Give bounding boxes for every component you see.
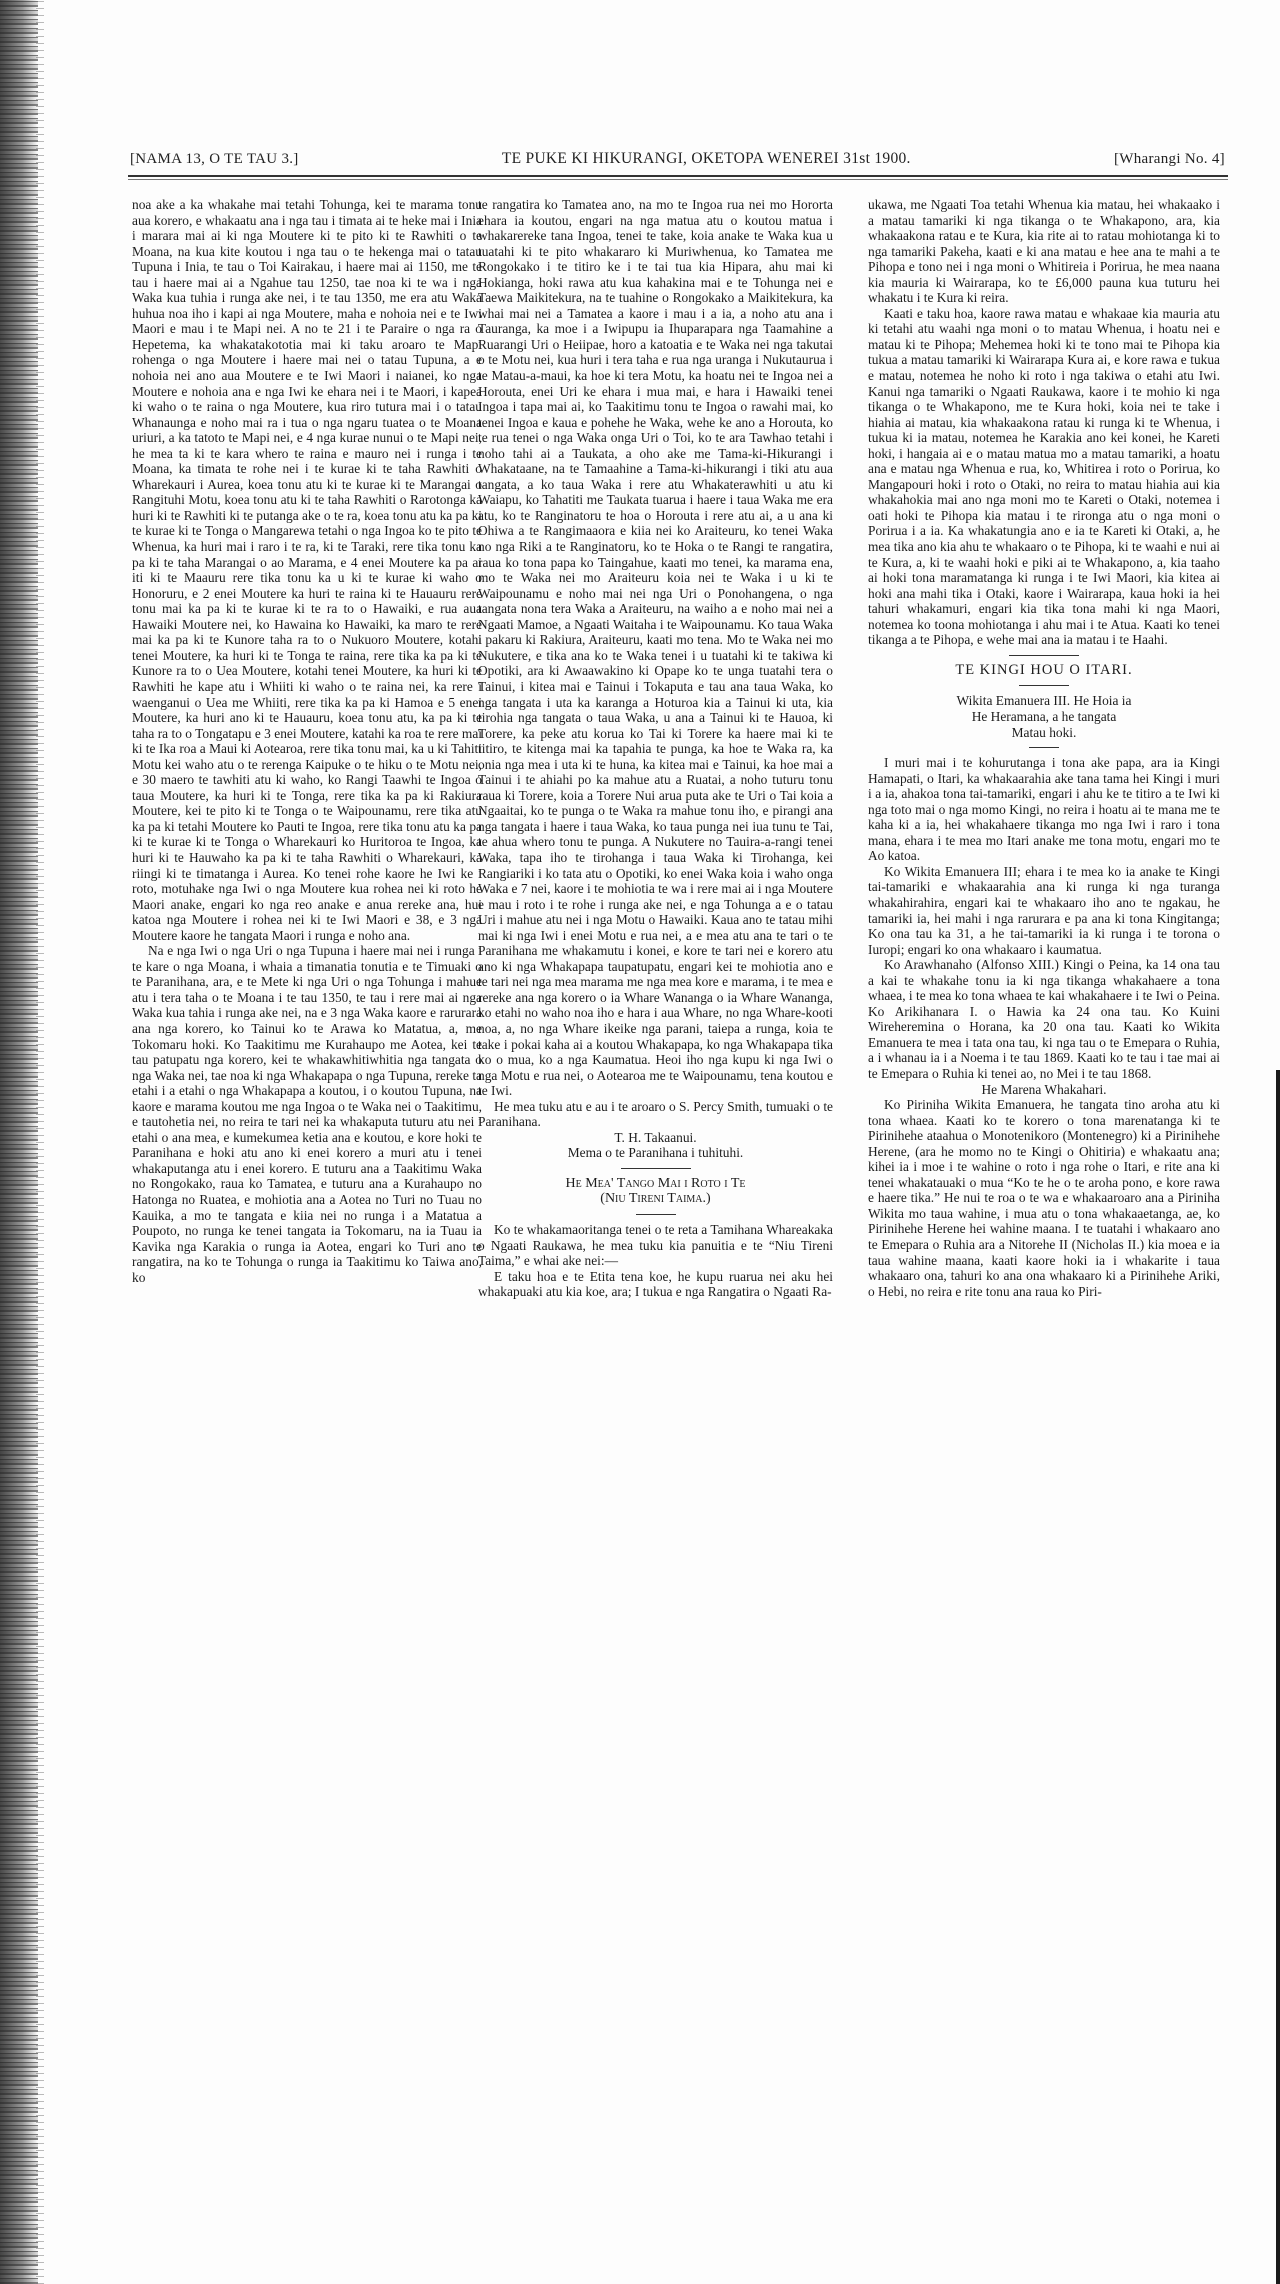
paragraph: E taku hoa e te Etita tena koe, he kupu ruarua nei aku hei whakapuaki atu kia koe, ara; I tukua e nga Rangatira o Ngaati Ra- (478, 1268, 833, 1300)
section-divider (636, 1214, 676, 1215)
paragraph: Ko Wikita Emanuera III; ehara i te mea ko ia anake te Kingi tai-tamariki e whakaarahia ana ki runga ki nga turanga whakahirahira, engari kai te whakaaro iho ano te ngakau, he tamariki ia, hei mahi i nga rarurara e pa ana ki tona Kingitanga; Ko ona tau ka 31, a he tai-tamariki ia ki runga i te torona o Iuropi; engari ko ona whakaaro i kaumatua. (868, 863, 1220, 957)
issue-number: [NAMA 13, O TE TAU 3.] (130, 151, 299, 167)
paragraph: He mea tuku atu e au i te aroaro o S. Percy Smith, tumuaki o te Paranihana. (478, 1098, 833, 1130)
article-subtitle: Wikita Emanuera III. He Hoia ia (956, 693, 1132, 709)
column-2 (478, 197, 833, 1300)
page-number: [Wharangi No. 4] (1113, 151, 1225, 167)
header-rule-thin (128, 179, 1228, 180)
scan-binding-noise (36, 0, 44, 2284)
section-divider (1029, 747, 1059, 748)
section-divider (1009, 655, 1079, 656)
newspaper-title-date: TE PUKE KI HIKURANGI, OKETOPA WENEREI 31st 1900. (501, 150, 911, 167)
page-header (130, 150, 1225, 174)
article-title: TE KINGI HOU O ITARI. (955, 661, 1133, 678)
article-subheading: He Marena Whakahari. (981, 1081, 1107, 1097)
header-rule (128, 175, 1228, 177)
paragraph: I muri mai i te kohurutanga i tona ake papa, ara ia Kingi Hamapati, o Itari, ka whakaarahia ake tana tama hei Kingi i muri i a ia, ahakoa tona tai-tamariki, engari i ahu ke te titiro a te Iwi ki nga toto mai o nga momo Kingi, no reira i hoatu ai te mana me te kaha ki a ia, hei whakahaere tikanga mo nga Iwi i raro i tona mana, ehara i te mea mo Itari anake me tona motu, engari mo te Ao katoa. (868, 755, 1220, 864)
column-3 (868, 197, 1220, 1299)
scan-right-edge (1276, 1070, 1280, 2284)
paragraph: Na e nga Iwi o nga Uri o nga Tupuna i haere mai nei i runga i te kare o nga Moana, i whaia a timanatia tonutia e te Timuaki o te Paranihana, ara, e te Mete ki nga Uri o nga Tohunga i mahue atu i tera taha o te Moana i te tau 1350, te tau i rere mai ai nga Waka kua tahia i runga ake nei, na e 3 nga Waka kaore e rarurara ana nga korero, ko Tainui ko te Arawa ko Matatua, a, me Tokomaru hoki. Ko Taakitimu me Kurahaupo me Aotea, kei te tau patupatu nga korero, kei te whakawhitiwhitia nga tangata o nga Waka nei, tae noa ki nga Whakapapa o nga Tupuna, rereke ta etahi i a etahi o nga Whakapapa a koutou, i o koutou Tupuna, na kaore e marama koutou me nga Ingoa o te Waka nei o Taakitimu, e tautohetia nei, no reira te tari nei ka whakaputa tuturu atu nei i etahi o ana mea, e kumekumea ketia ana e koutou, e kore hoki te Paranihana e hoki atu ano ki enei korero a muri atu i tenei whakaputanga atu i enei korero. E tuturu ana a Taakitimu Waka no Rongokako, raua ko Tamatea, e tuturu ana a Kurahaupo no Hatonga no Ruatea, e mohiotia ana a Aotea no Turi no Tuau no Kauika, a mo te tangata e kiia nei no runga i a Matatua a Poupoto, no runga ke tenei tangata ia Tokomaru, na ia Tuau ia Kavika nga Karakia o runga ia Aotea, engari ko Turi ano te rangatira, na ko te Tohunga o runga ia Taakitimu ko Taiwa ano, ko (132, 943, 482, 1285)
article-subtitle: Matau hoki. (1011, 724, 1077, 740)
section-heading-source: (Niu Tireni Taima.) (600, 1191, 711, 1207)
paragraph: noa ake a ka whakahe mai tetahi Tohunga, kei te marama tonu aua korero, e whakaatu ana i nga tau i timata ai te heke mai i Inia i marara mai ai ki nga Moutere ki te pito ki te Rawhiti o te Moana, na kua kite koutou i nga tau o te hekenga mai o tatau Tupuna i Inia, te tau o Toi Kairakau, i haere mai ai 1150, me te tau i haere mai ai a Ngahue tau 1250, tae noa ki te wa i nga Waka kua tuhia i runga ake nei, i te tau 1350, me era atu Waka huhua noa iho i kapi ai nga Moutere, maha e nohoia nei e te Iwi Maori e mau i te Mapi nei. A no te 21 i te Paraire o nga ra o Hepetema, ka whakatakototia mai ki taku aroaro te Mapi rohenga o nga Moutere i haere mai nei o tatau Tupuna, a e nohoia nei ano aua Moutere e te Iwi Maori i naianei, ko nga Moutere e nohoia ana e nga Iwi ke ehara nei i te Maori, i kapea ki waho o te raina o nga Moutere, kua riro tutura mai i o tatau Whanaunga e noho mai ra i tua o nga ngaru tuatea o te Moana uriuri, a ka tatoto te Mapi nei, e 4 nga kurae nunui o te Mapi nei, he mea ta ki te kara whero te raina e mauro nei i runga i te Moana, ka timata te rohe nei i te kurae ki te taha Rawhiti o Wharekauri i Aurea, koea tonu atu ki te kurae ki te Marangai o Rangituhi Motu, koea tonu atu ki te taha Rawhiti o Rarotonga ka huri ki te Rawhiti ki te putanga ake o te ra, koea tonu atu ka pa ki te kurae ki te Tonga o Mangarewa tetahi o nga Ingoa ko te pito te Whenua, ka huri mai i raro i te ra, ki te Taraki, rere tika tonu ka pa ki te taha Marangai o ao Marama, e 4 enei Moutere ka pa ai iti ki te Maauru rere tika tonu ka u ki te kurae ki waho o Honoruru, e 2 enei Moutere ka huri te raina ki te Hauauru rere tonu mai ka pa ki te kurae ki te ra to o Hawaiki, e rua aua Hawaiki Moutere nei, ko Hawaina ko Hawaiki, ka maro te rere mai ka pa ki te Kunore taha ra to o Nukuoro Moutere, kotahi tenei Moutere, ka huri ki te Tonga te raina, rere tika ka pa ki te Kunore ra to o Uea Moutere, kotahi tenei Moutere, ka huri ki te Rawhiti he kape atu i Whiiti ki waho o te raina nei, ka rere i waenganui o Uea me Whiiti, rere tika ka pa ki Hamoa e 5 enei Moutere, ka huri ano ki te Hauauru, koea tonu atu, ka pa ki te taha ra to o Tongatapu e 3 enei Moutere, katahi ka roa te rere mai ki te Ika roa a Maui ki Aotearoa, rere tika tonu mai, ka u ki Tahiti Motu kei waho atu o te rerenga Kaipuke o te hiku o te Motu nei, e 30 maero te tawhiti atu ki waho, ko Rangi Taawhi te Ingoa o taua Moutere, ka huri ki te Tonga, rere tika ka pa ki Rakiura Moutere, kei te pito ki te Tonga o te Waipounamu, rere tika atu ka pa ki tetahi Moutere ko Pauti te Ingoa, rere tika tonu atu ka pa ki te kurae ki te Tonga o Wharekauri ko Huritoroa te Ingoa, ka huri ki te Hauwaho ka pa ki te taha Rawhiti o Wharekauri, ka riingi ki te timatanga i Aurea. Ko tenei rohe kaore he Iwi ke i roto, motuhake nga Iwi o nga Moutere kua rohea nei ki roto he Maori anake, engari ko nga reo anake e anua rereke ana, hui katoa nga Moutere i rohea nei ki te Iwi Maori e 38, e 3 nga Moutere kaore he tangata Maori i runga e noho ana. (132, 197, 482, 943)
paragraph: Ko Arawhanaho (Alfonso XIII.) Kingi o Peina, ka 14 ona tau a kai te whakahe tonu ia ki nga tikanga whakahaere a tona whaea, i te mea ko tona whaea te kai whakahaere i te Iwi o Peina. Ko Arikihanara I. o Hawia ka 24 ona tau. Ko Kuini Wireheremina o Horana, ka 20 ona tau. Kaati ko Wikita Emanuera te mea i tata ona tau, ki nga tau o te Emepara o Ruhia, a i whanau ia i a Noema i te tau 1869. Kaati ko te tau i tae mai ai te Emepara o Ruhia ki tenei ao, no Mei i te tau 1868. (868, 957, 1220, 1081)
paragraph: Ko te whakamaoritanga tenei o te reta a Tamihana Whareakaka o Ngaati Raukawa, he mea tuku kia panuitia e te “Niu Tireni Taima,” e whai ake nei:— (478, 1222, 833, 1269)
scan-binding-edge (0, 0, 38, 2284)
article-subtitle: He Heramana, a he tangata (971, 708, 1117, 724)
section-divider (621, 1168, 691, 1169)
column-1 (132, 197, 482, 1285)
section-divider (1019, 685, 1069, 686)
signature-role: Mema o te Paranihana i tuhituhi. (567, 1145, 744, 1161)
paragraph: Ko Piriniha Wikita Emanuera, he tangata tino aroha atu ki tona whaea. Kaati ko te korero o tona marenatanga ki te Pirinihehe ataahua o Monotenikoro (Montenegro) ki a Pirinihehe Herene, (ara he momo no te Kingi o Ohitiria) e whakaatu ana; kihei ia i moe i te wahine o roto i nga rohe o Itari, e rite ana ki tenei whakatauaki o mua “Ko te he o te aroha pono, e kore rawa e haere tika.” He nui te roa o te wa e whakaaroaro ana a Piriniha Wikita mo taua wahine, i mua atu o tona whakaaetanga, ae, ko Pirinihehe Herene hei wahine maana. I te tuatahi i whakaaro ano te Emepara o Ruhia ara a Nitorehe II (Nicholas II.) kia moea e ia taua wahine maana, kaati kaore hoki ia i whakarite i taua whakaaro ona, tahuri ko ana ona whakaaro ki a Pirinihehe Ariki, o Hebi, no reira e rite tonu ana raua ko Piri- (868, 1097, 1220, 1299)
paragraph: ukawa, me Ngaati Toa tetahi Whenua kia matau, hei whakaako i a matau tamariki ki nga tikanga o te Whakapono, ara, kia whakaakona ratau e te Kura, kia rite ai to ratau mohiotanga ki to nga tamariki Pakeha, kaati e ki ana matau e hee ana te mahi a te Pihopa e tono nei i nga moni o Whitireia i Porirua, he mea naana kia mauria ki Wairarapa, ko te £6,000 pauna kua tuturu hei whakatu i te Kura ki reira. (868, 197, 1220, 306)
paragraph: te rangatira ko Tamatea ano, na mo te Ingoa rua nei mo Hororta ehara ia koutou, engari na nga matua atu o koutou matua i whakarereke tana Ingoa, tenei te take, koia anake te Waka kua u tuatahi ki te pito whakararo ki Muriwhenua, ko Tamatea me Rongokako i te titiro ke i te tai tua kia Hipara, ahu mai ki Hokianga, hoki rawa atu kua kahakina mai e te Tohunga nei e Taewa Maikitekura, na te tuahine o Rongokako a Maikitekura, ka whai mai nei a Tamatea a kaore i mau i a ia, a noho atu ana i Tauranga, ka moe i a Iwipupu ia Ihuparapara nga Taamahine a Ruarangi Uri o Heiipae, horo a katoatia e te Waka nei nga takutai o te Motu nei, kua huri i tera taha e rua nga uranga i Nukutaurua i te Matau-a-maui, ka hoe ki tera Motu, ka hoatu nei te Ingoa nei a Horouta, enei Uri ke ehara i mua mai, e hara i Hawaiki tenei Ingoa i tapa mai ai, ko Taakitimu tonu te Ingoa o rawahi mai, ko tenei Ingoa e kaua e pohehe he Waka, wehe ke ano a Horouta, ko te rua tenei o nga Waka onga Uri o Toi, ko te ara Tawhao tetahi i noho tahi ai a Taukata, a oho ake me Tama-ki-Hikurangi i Whakataane, na te Tamaahine a Tama-ki-hikurangi i tiki atu aua tangata, a ko taua Waka i rere atu Whakaterawhiti u atu ki Waiapu, ko Tahatiti me Taukata tuarua i haere i taua Waka me era atu, ko te Ranginatoru te hoa o Horouta i rere atu ai, a u ana ki Ohiwa a te Rangimaaora e kiia nei ko Araiteuru, ko tenei Waka no nga Riki a te Ranginatoru, ko te Hoka o te Rangi te rangatira, raua ko tona papa ko Taingahue, kaati mo tenei, ka marama ena, mo te Waka nei mo Araiteuru koia nei te Waka i u ki te Waipounamu e noho mai nei nga Uri o Ponohangena, o nga tangata nona tera Waka a Araiteuru, na waiho a e noho mai nei a Ngaati Mamoe, a Ngaati Waitaha i te Waipounamu. Ko taua Waka i pakaru ki Rakiura, Araiteuru, kaati mo tena. Mo te Waka nei mo Nukutere, e tika ana ko te Waka tenei i u tuatahi ki te takiwa ki Opotiki, ara ki Awaawakino ki Opape ko te unga tuatahi tera o Tainui, i kitea mai e Tainui i Tokaputa e tau ana taua Waka, ko nga tangata i uta ka karanga a Hoturoa kia a Tainui ki uta, kia tirohia nga tangata o taua Waka, u ana a Tainui ki te Hauoa, ki Torere, ka peke atu korua ko Tai ki Torere ka haere mai ki te titiro, te kitenga mai ka tapahia te punga, ka hoe te Waka ra, ka onia nga mea i uta ki te huna, ka kitea mai e Tainui, ka hoe mai a Tainui i te ahiahi po ka mahue atu a Ruatai, a noho tuturu tonu raua ki Torere, koia a Torere Nui arua puta ake te Uri o Tai koia a Ngaaitai, ko te punga o te Waka ra mahue tonu iho, e pirangi ana nga tangata i haere i taua Waka, ko taua punga nei iua tunu te Tai, te ahua whero tonu te punga. A Nukutere no Tauira-a-rangi tenei Waka, tapa iho te tirohanga i taua Waka ki Tirohanga, kei Rangiariki i ko tata atu o Opotiki, ko enei Waka koia i waho onga Waka e 7 nei, kaore i te mohiotia te wa i rere mai ai i nga Moutere e mau i roto i te rohe i runga ake nei, e nga Tohunga a e o tatau Uri i mahue atu nei i nga Motu o Hawaiki. Kaua ano te tatau mihi mai ki nga Iwi i enei Motu e rua nei, a e mea atu ana te tari o te Paranihana me whakamutu i konei, e kore te tari nei e korero atu ano ki nga Whakapapa taupatupatu, engari kei te mohiotia ano e te tari nei nga mea marama me nga mea kore e marama, i te mea e rereke ana nga korero o ia Whare Wananga o ia Whare Wananga, ko etahi no waho noa iho e hara i aua Whare, no nga Whare-kooti noa, a, no nga Whare ikeike nga parani, taiepa a runga, koia te take i pokai kaha ai a koutou Whakapapa, ko nga Whakapapa tika ko o mua, ko a nga Kaumatua. Heoi iho nga kupu ki nga Iwi o nga Motu e rua nei, o Aotearoa me te Waipounamu, tena koutou e te Iwi. (478, 197, 833, 1099)
section-heading: He Mea' Tango Mai i Roto i Te (565, 1175, 746, 1191)
paragraph: Kaati e taku hoa, kaore rawa matau e whakaae kia mauria atu ki tetahi atu waahi nga moni o to matau Whenua, i hoatu nei e matau ki te Pihopa; Mehemea hoki ki te tono mai te Pihopa kia tukua a matau tamariki ki Wairarapa Kura ai, e kore rawa e tukua e matau, notemea he noho ki roto i nga takiwa o etahi atu Iwi. Kanui nga tamariki o Ngaati Raukawa, kaore i te mohio ki nga tikanga o te Whakapono, me te Kura hoki, koia nei te take i hiahia ai matau, kia whakaakona ratau ki runga ki te Whenua, i tukua ki ia matau, notemea he Karakia ano kei konei, he Kareti hoki, i hangaia ai e o matau matua mo a matau tamariki, a hoatu ana e matau nga Whenua e rua, ko, Whitirea i roto o Porirua, ko Mangapouri hoki i roto o Otaki, no reira to matau hiahia aui kia whakahokia mai ano nga moni mo te Kareti o Otaki, notemea i oati hoki te Pihopa kia matau i te rironga atu o nga moni o Porirua i a ia. Ka whakatungia ano e ia te Kareti ki Otaki, a, he mea tika ano kia ahu te whakaaro o te Pihopa, ki te waahi e nui ai te Kura, a, ki te waahi hoki e piki ai te Whakapono, a, kia taaho ai hoki tona maramatanga ki runga i te Iwi Maori, kia kitea ai hoki ana mahi tika i Otaki, kaore i Wairarapa, kaua hoki ia hei tahuri whakamuri, engari kia tika tona mahi ki nga Maori, notemea ko toona mohiotanga i ahu mai i te Atua. Kaati ko tenei tikanga a te Pihopa, e wehe mai ana ia matau i te Haahi. (868, 305, 1220, 648)
signature-name: T. H. Takaanui. (614, 1129, 697, 1145)
